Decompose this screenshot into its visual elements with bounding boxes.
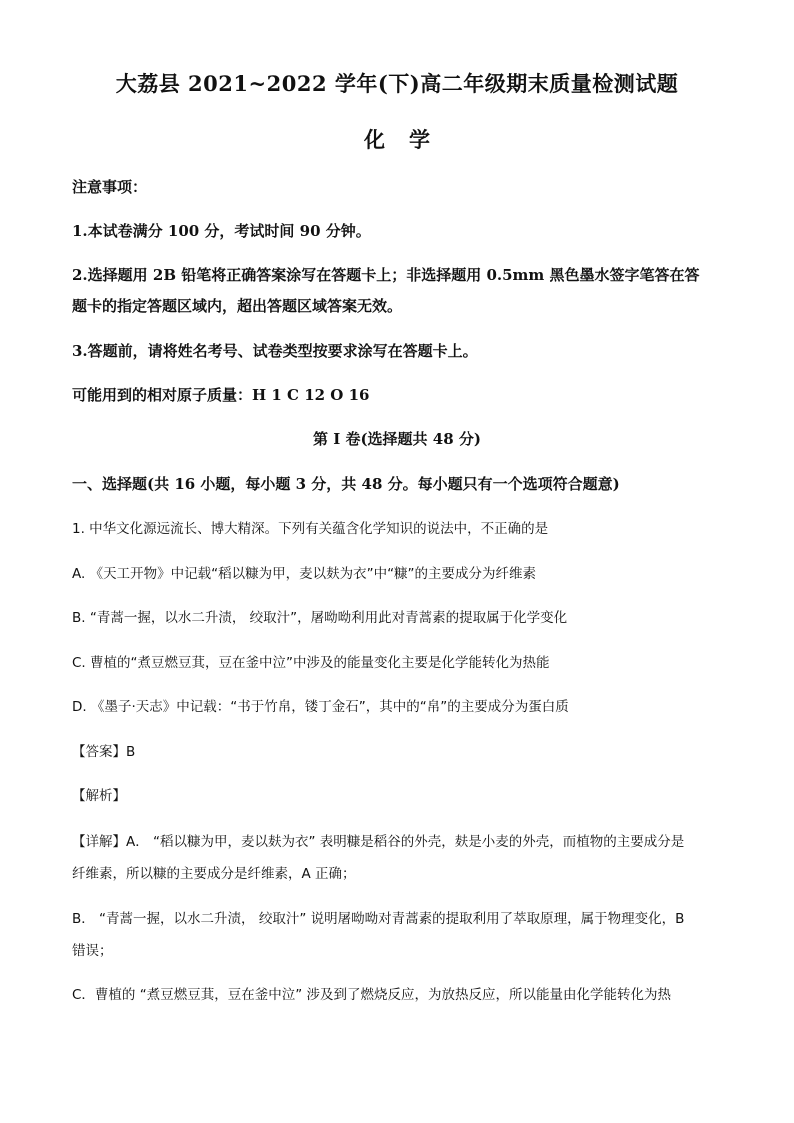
notes-item-2-line-2: 题卡的指定答题区域内，超出答题区域答案无效。	[72, 297, 403, 315]
atomic-mass-line: 可能用到的相对原子质量：H 1 C 12 O 16	[72, 386, 370, 404]
detail-b-line-1: B． “青蒿一握，以水二升渍， 绞取汁” 说明屠呦呦对青蒿素的提取利用了萃取原理，属于物理变化，B	[72, 911, 685, 927]
detail-a-line-2: 纤维素，所以糠的主要成分是纤维素，A 正确；	[72, 866, 356, 882]
detail-a-line-1: 【详解】A． “稻以糠为甲，麦以麸为衣” 表明糠是稻谷的外壳，麸是小麦的外壳，而植物的主要成分是	[72, 834, 685, 850]
question-1-stem: 1. 中华文化源远流长、博大精深。下列有关蕴含化学知识的说法中，不正确的是	[72, 521, 549, 537]
exam-subject: 化学	[364, 127, 454, 152]
notes-item-3: 3.答题前，请将姓名考号、试卷类型按要求涂写在答题卡上。	[72, 342, 478, 360]
question-1-option-b: B. “青蒿一握，以水二升渍， 绞取汁”，屠呦呦利用此对青蒿素的提取属于化学变化	[72, 610, 568, 626]
exam-title: 大荔县 2021~2022 学年(下)高二年级期末质量检测试题	[115, 71, 679, 96]
detail-c-line-1: C．曹植的 “煮豆燃豆萁，豆在釜中泣” 涉及到了燃烧反应，为放热反应，所以能量由化学能转化为热	[72, 987, 671, 1003]
volume-title: 第 I 卷(选择题共 48 分)	[313, 430, 481, 448]
notes-item-1: 1.本试卷满分 100 分，考试时间 90 分钟。	[72, 222, 371, 240]
notes-heading: 注意事项：	[72, 178, 148, 196]
answer-label: 【答案】B	[72, 744, 136, 760]
question-1-option-a: A. 《天工开物》中记载“稻以糠为甲，麦以麸为衣”中“糠”的主要成分为纤维素	[72, 566, 537, 582]
analysis-label: 【解析】	[72, 788, 126, 804]
notes-item-2-line-1: 2.选择题用 2B 铅笔将正确答案涂写在答题卡上；非选择题用 0.5mm 黑色墨水签字笔答在答	[72, 266, 700, 284]
detail-b-line-2: 错误；	[72, 943, 113, 959]
question-1-option-c: C. 曹植的“煮豆燃豆萁，豆在釜中泣”中涉及的能量变化主要是化学能转化为热能	[72, 655, 550, 671]
question-1-option-d: D. 《墨子·天志》中记载：“书于竹帛，镂丁金石”，其中的“帛”的主要成分为蛋白质	[72, 699, 569, 715]
part-title: 一、选择题(共 16 小题，每小题 3 分，共 48 分。每小题只有一个选项符合题意)	[72, 475, 620, 493]
